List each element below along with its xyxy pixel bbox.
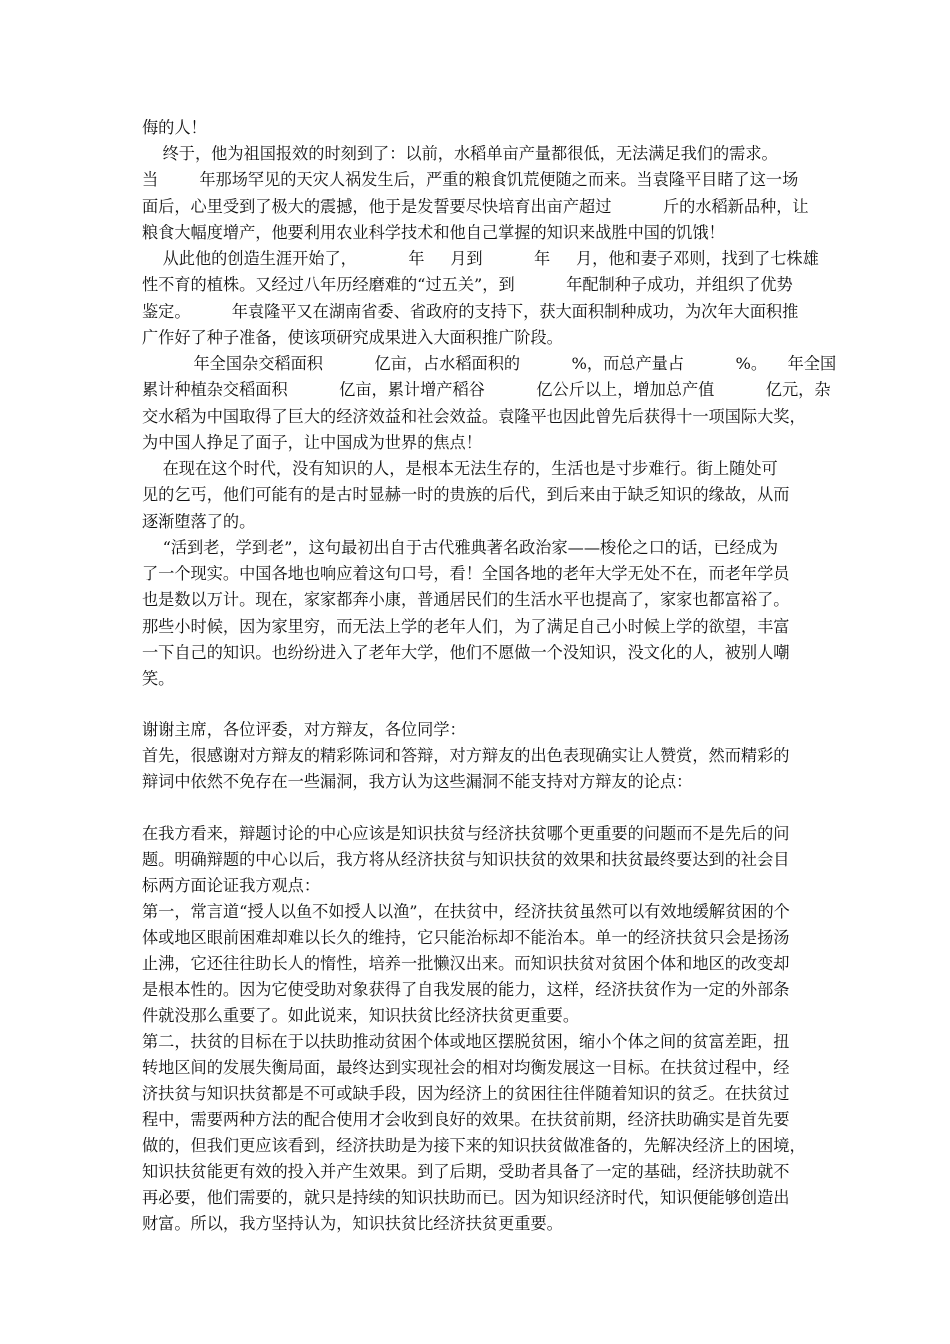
text-line: 题。明确辩题的中心以后，我方将从经济扶贫与知识扶贫的效果和扶贫最终要达到的社会目 <box>142 850 790 869</box>
text-line: 见的乞丐，他们可能有的是古时显赫一时的贵族的后代，到后来由于缺乏知识的缘故，从而 <box>142 485 790 504</box>
text-line: 性不育的植株。又经过八年历经磨难的“过五关”，到 年配制种子成功，并组织了优势 <box>142 275 793 294</box>
text-line: 年全国杂交稻面积 亿亩，占水稻面积的 %，而总产量占 %。 年全国 <box>142 354 837 373</box>
text-line: 是根本性的。因为它使受助对象获得了自我发展的能力，这样，经济扶贫作为一定的外部条 <box>142 980 790 999</box>
text-line: 侮的人！ <box>142 118 207 137</box>
text-line: 一下自己的知识。也纷纷进入了老年大学，他们不愿做一个没知识，没文化的人，被别人嘲 <box>142 643 790 662</box>
text-line: 再必要，他们需要的，就只是持续的知识扶助而已。因为知识经济时代，知识便能够创造出 <box>142 1188 790 1207</box>
text-line: 面后，心里受到了极大的震撼，他于是发誓要尽快培育出亩产超过 斤的水稻新品种，让 <box>142 197 809 216</box>
text-line: 第二，扶贫的目标在于以扶助推动贫困个体或地区摆脱贫困，缩小个体之间的贫富差距，扭 <box>142 1032 790 1051</box>
text-line: 了一个现实。中国各地也响应着这句口号，看！全国各地的老年大学无处不在，而老年学员 <box>142 564 790 583</box>
text-line: 在现在这个时代，没有知识的人，是根本无法生存的，生活也是寸步难行。街上随处可 <box>142 459 778 478</box>
speech-greeting: 谢谢主席，各位评委，对方辩友，各位同学： <box>142 720 466 739</box>
text-line: 粮食大幅度增产，他要利用农业科学技术和他自己掌握的知识来战胜中国的饥饿！ <box>142 223 725 242</box>
text-line: 鉴定。 年袁隆平又在湖南省委、省政府的支持下，获大面积制种成功，为次年大面积推 <box>142 302 799 321</box>
text-line: 那些小时候，因为家里穷，而无法上学的老年人们，为了满足自己小时候上学的欲望，丰富 <box>142 617 790 636</box>
text-line: 标两方面论证我方观点： <box>142 876 321 895</box>
text-line: 当 年那场罕见的天灾人祸发生后，严重的粮食饥荒便随之而来。当袁隆平目睹了这一场 <box>142 170 799 189</box>
text-line: 也是数以万计。现在，家家都奔小康，普通居民们的生活水平也提高了，家家也都富裕了。 <box>142 590 790 609</box>
text-line: 首先，很感谢对方辩友的精彩陈词和答辩，对方辩友的出色表现确实让人赞赏，然而精彩的 <box>142 746 790 765</box>
text-line: “活到老，学到老”，这句最初出自于古代雅典著名政治家——梭伦之口的话，已经成为 <box>142 538 779 557</box>
text-line: 转地区间的发展失衡局面，最终达到实现社会的相对均衡发展这一目标。在扶贫过程中，经 <box>142 1058 790 1077</box>
text-line: 程中，需要两种方法的配合使用才会收到良好的效果。在扶贫前期，经济扶助确实是首先要 <box>142 1110 790 1129</box>
text-line: 广作好了种子准备，使该项研究成果进入大面积推广阶段。 <box>142 328 563 347</box>
text-line: 第一，常言道“授人以鱼不如授人以渔”，在扶贫中，经济扶贫虽然可以有效地缓解贫困的个 <box>142 902 790 921</box>
text-line: 济扶贫与知识扶贫都是不可或缺手段，因为经济上的贫困往往伴随着知识的贫乏。在扶贫过 <box>142 1084 790 1103</box>
text-line: 知识扶贫能更有效的投入并产生效果。到了后期，受助者具备了一定的基础，经济扶助就不 <box>142 1162 790 1181</box>
text-line: 体或地区眼前困难却难以长久的维持，它只能治标却不能治本。单一的经济扶贫只会是扬汤 <box>142 928 790 947</box>
text-line: 止沸，它还往往助长人的惰性，培养一批懒汉出来。而知识扶贫对贫困个体和地区的改变却 <box>142 954 790 973</box>
text-line: 累计种植杂交稻面积 亿亩，累计增产稻谷 亿公斤以上，增加总产值 亿元，杂 <box>142 380 831 399</box>
text-line: 件就没那么重要了。如此说来，知识扶贫比经济扶贫更重要。 <box>142 1006 580 1025</box>
text-line: 终于，他为祖国报效的时刻到了：以前，水稻单亩产量都很低，无法满足我们的需求。 <box>142 144 778 163</box>
text-line: 笑。 <box>142 669 175 688</box>
text-line: 在我方看来，辩题讨论的中心应该是知识扶贫与经济扶贫哪个更重要的问题而不是先后的问 <box>142 824 790 843</box>
text-line: 逐渐堕落了的。 <box>142 512 256 531</box>
text-line: 为中国人挣足了面子，让中国成为世界的焦点！ <box>142 433 482 452</box>
text-line: 做的，但我们更应该看到，经济扶助是为接下来的知识扶贫做准备的，先解决经济上的困境， <box>142 1136 806 1155</box>
text-line: 交水稻为中国取得了巨大的经济效益和社会效益。袁隆平也因此曾先后获得十一项国际大奖， <box>142 407 806 426</box>
text-line: 从此他的创造生涯开始了， 年 月到 年 月，他和妻子邓则，找到了七株雄 <box>142 249 819 268</box>
text-line: 辩词中依然不免存在一些漏洞，我方认为这些漏洞不能支持对方辩友的论点： <box>142 772 693 791</box>
text-line: 财富。所以，我方坚持认为，知识扶贫比经济扶贫更重要。 <box>142 1214 563 1233</box>
